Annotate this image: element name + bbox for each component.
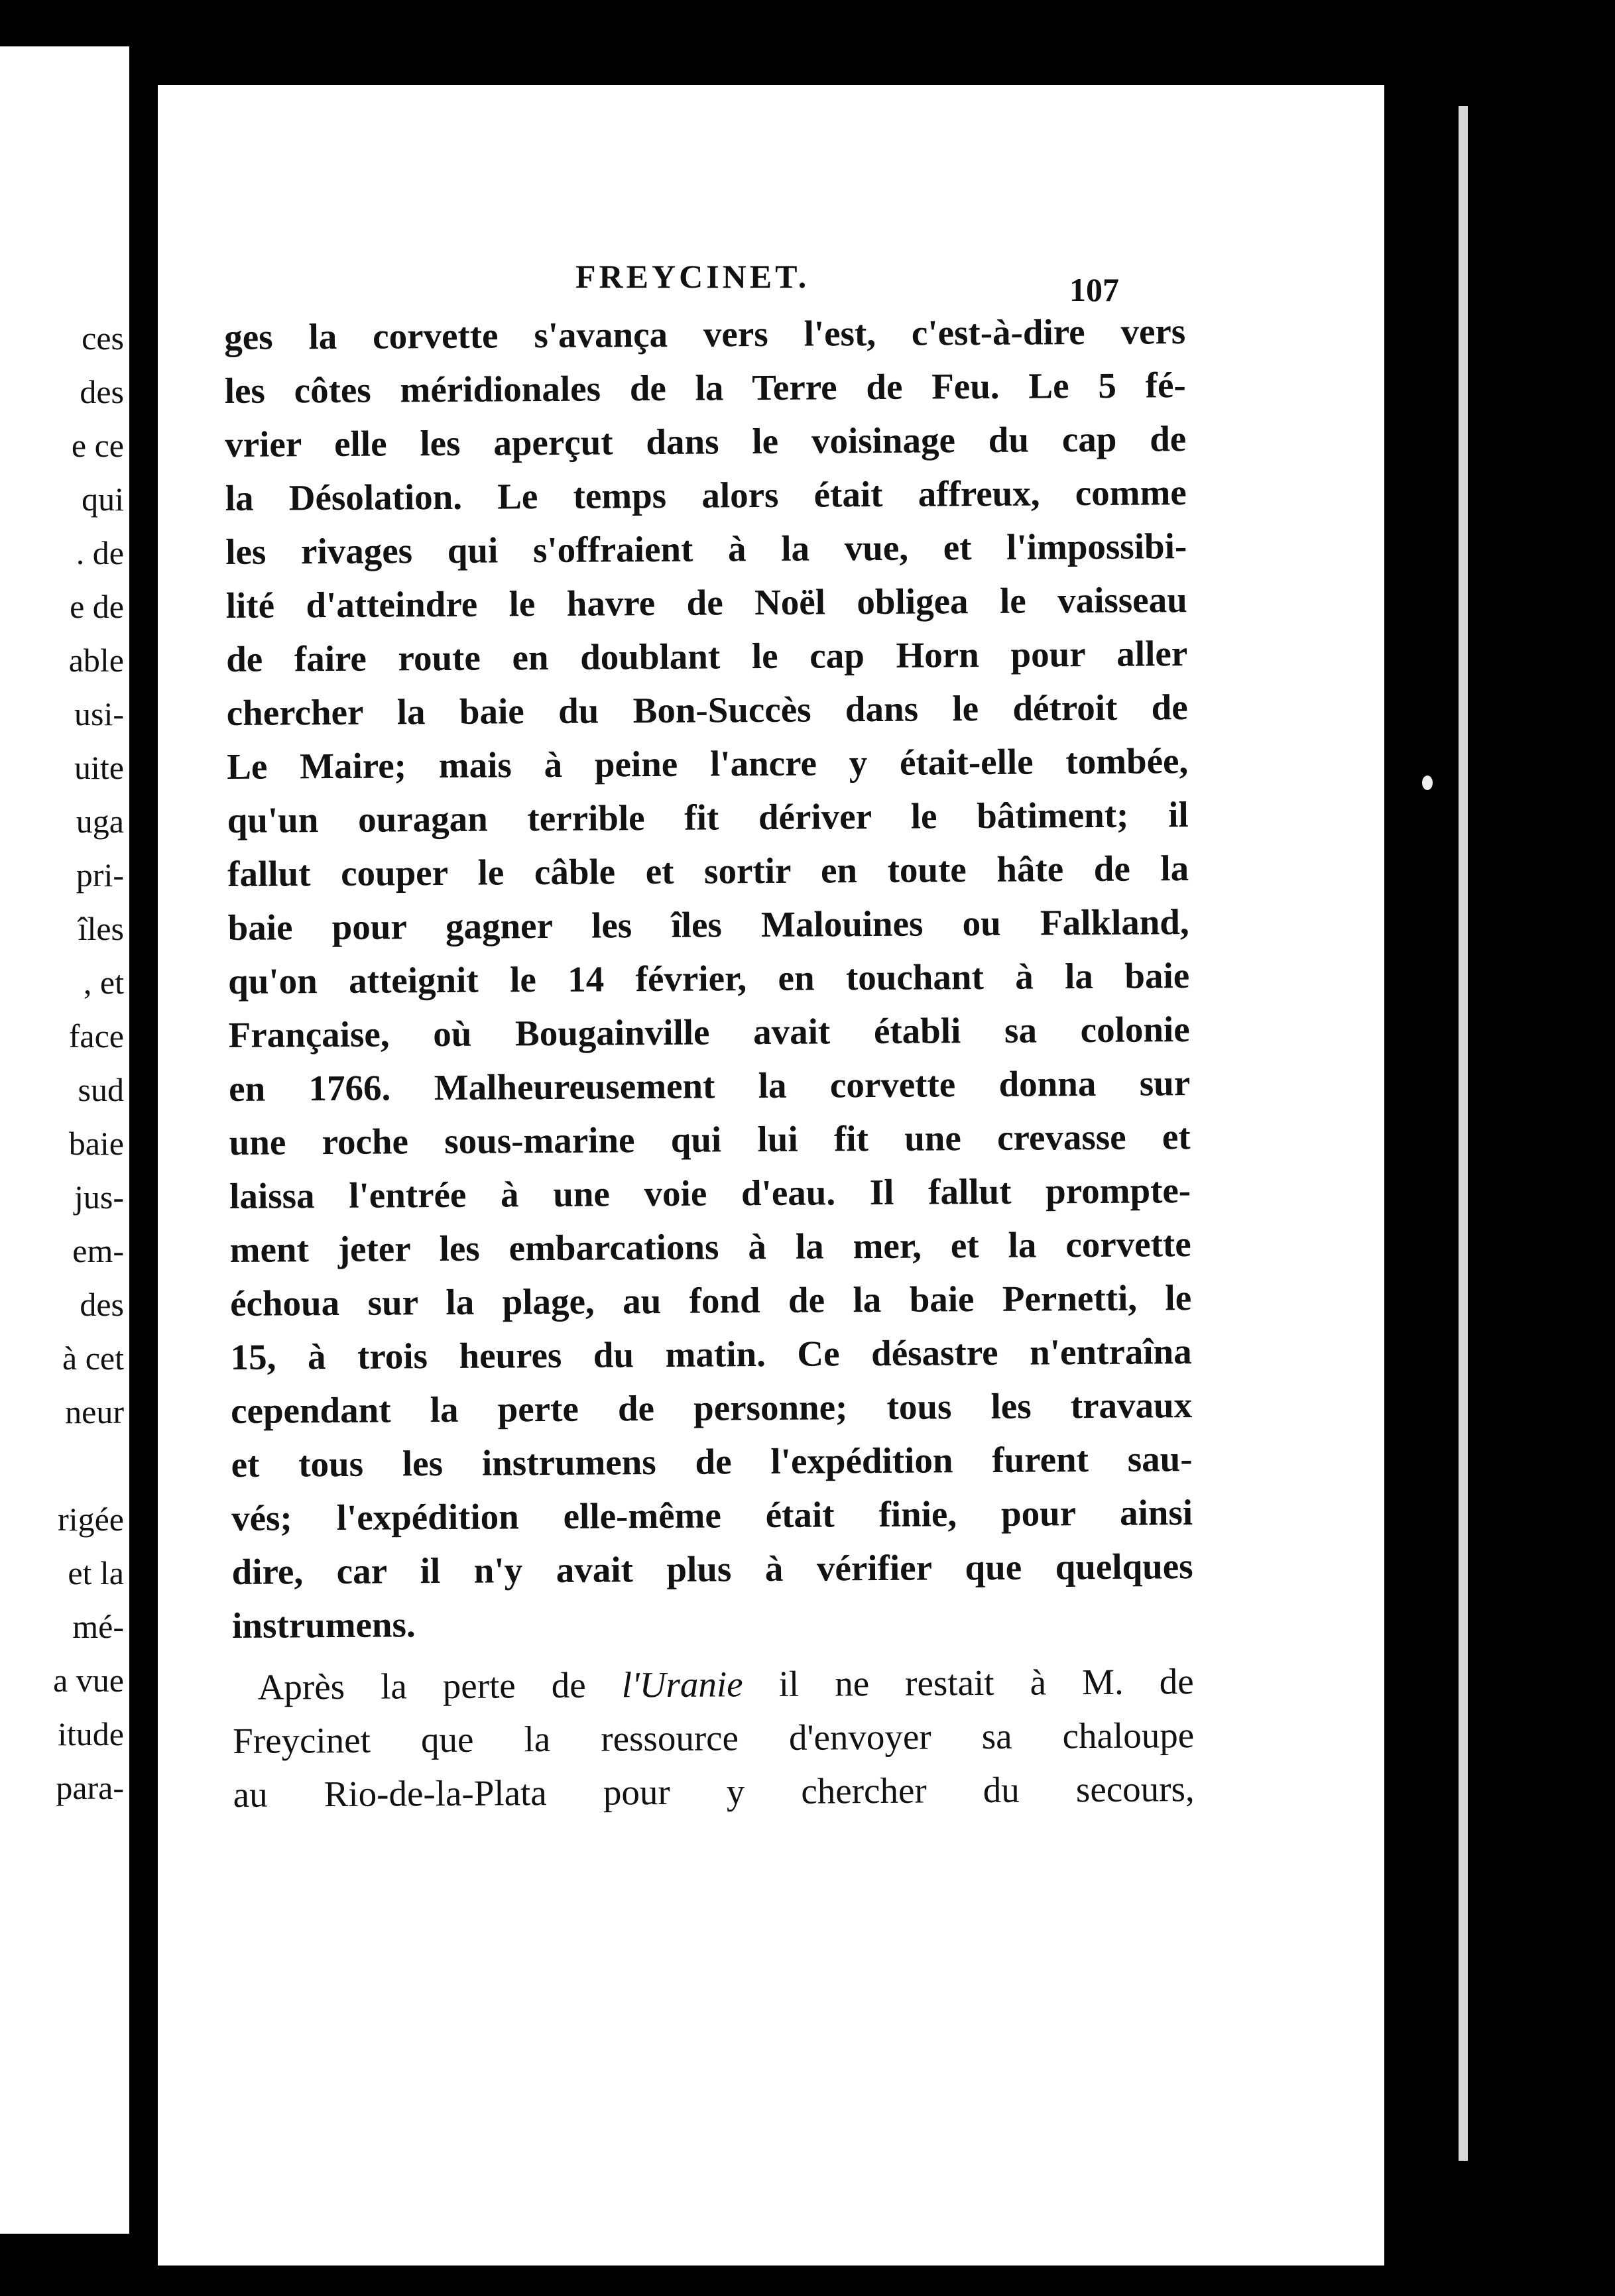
- running-head: FREYCINET.: [575, 258, 810, 295]
- text-line: échoua sur la plage, au fond de la baie Pernetti, le: [229, 1277, 1192, 1324]
- text-line: baie pour gagner les îles Malouines ou Falkland,: [227, 901, 1189, 948]
- text-span: il ne restait à M. de: [743, 1661, 1194, 1705]
- facing-page-line: baie: [68, 1125, 124, 1162]
- text-line: de faire route en doublant le cap Horn pour aller: [226, 633, 1188, 679]
- facing-page-line: jus-: [74, 1178, 124, 1216]
- facing-page-line: uite: [74, 749, 124, 786]
- text-line: en 1766. Malheureusement la corvette donna sur: [228, 1062, 1191, 1109]
- facing-page-line: para-: [56, 1769, 124, 1806]
- book-page: [158, 85, 1384, 2266]
- text-line: les côtes méridionales de la Terre de Feu. Le 5 fé-: [224, 365, 1186, 411]
- text-line: chercher la baie du Bon-Succès dans le détroit de: [226, 687, 1188, 733]
- facing-page-line: a vue: [53, 1662, 124, 1699]
- text-line: ment jeter les embarcations à la mer, et la corvette: [229, 1224, 1191, 1270]
- text-line: vés; l'expédition elle-même était finie, pour ainsi: [231, 1492, 1193, 1538]
- facing-page-line: qui: [82, 481, 124, 518]
- facing-page-line: e de: [70, 588, 124, 625]
- facing-page-line: et la: [68, 1554, 124, 1591]
- facing-page-line: uga: [76, 803, 124, 840]
- facing-page-line: face: [68, 1017, 124, 1055]
- facing-page-line: [0, 1439, 124, 1493]
- text-line: vrier elle les aperçut dans le voisinage du cap de: [225, 418, 1187, 465]
- text-line: qu'on atteignit le 14 février, en touchant à la baie: [227, 955, 1190, 1002]
- facing-page-line: itude: [58, 1715, 124, 1752]
- paragraph-2: [232, 1654, 1194, 1821]
- text-span: Après la perte de: [257, 1664, 622, 1707]
- text-line: les rivages qui s'offraient à la vue, et l'impossibi-: [225, 526, 1187, 572]
- page-number: 107: [1069, 271, 1119, 308]
- text-line: lité d'atteindre le havre de Noël obligea le vaisseau: [225, 579, 1187, 626]
- paragraph-1: [224, 304, 1193, 1652]
- text-line: dire, car il n'y avait plus à vérifier que quelques: [231, 1546, 1193, 1592]
- page-speck: [1422, 775, 1433, 790]
- text-line: au Rio-de-la-Plata pour y chercher du secours,: [233, 1768, 1195, 1815]
- facing-page-line: à cet: [62, 1340, 124, 1377]
- text-line: Française, où Bougainville avait établi sa colonie: [228, 1009, 1190, 1055]
- right-book-edge: [1384, 0, 1615, 2296]
- ship-name: l'Uranie: [621, 1664, 743, 1705]
- facing-page-line: ces: [82, 319, 124, 357]
- facing-page-line: usi-: [74, 695, 124, 732]
- text-line: Freycinet que la ressource d'envoyer sa chaloupe: [232, 1715, 1195, 1761]
- text-line: Le Maire; mais à peine l'ancre y était-elle tombée,: [227, 740, 1189, 787]
- facing-page-line: em-: [72, 1232, 124, 1269]
- text-line: 15, à trois heures du matin. Ce désastre n'entraîna: [230, 1331, 1192, 1377]
- text-line: la Désolation. Le temps alors était affreux, comme: [225, 472, 1187, 518]
- text-line: instrumens.: [231, 1604, 416, 1646]
- facing-page-line: sud: [78, 1071, 124, 1108]
- text-line: une roche sous-marine qui lui fit une crevasse et: [229, 1116, 1191, 1163]
- text-line: cependant la perte de personne; tous les travaux: [230, 1385, 1193, 1431]
- text-line: qu'un ouragan terrible fit dériver le bâtiment; il: [227, 794, 1189, 840]
- book-gutter: [129, 0, 156, 2296]
- facing-page-line: , et: [83, 964, 124, 1001]
- text-line: ges la corvette s'avança vers l'est, c'est-à-dire vers: [224, 311, 1186, 357]
- text-line: et tous les instrumens de l'expédition furent sau-: [231, 1438, 1193, 1485]
- facing-page-line: able: [68, 642, 124, 679]
- facing-page-line: mé-: [72, 1608, 124, 1645]
- facing-page-line: neur: [65, 1393, 124, 1430]
- facing-page-line: des: [80, 373, 124, 410]
- facing-page-line: rigée: [58, 1501, 124, 1538]
- facing-page-line: îles: [78, 910, 124, 947]
- body-text: [224, 304, 1195, 1821]
- facing-page-line: pri-: [76, 856, 124, 893]
- facing-page-left: [0, 46, 129, 2234]
- text-line: fallut couper le câble et sortir en toute hâte de la: [227, 848, 1189, 894]
- facing-page-line: . de: [76, 534, 124, 571]
- facing-page-line: des: [80, 1286, 124, 1323]
- text-line: laissa l'entrée à une voie d'eau. Il fallut prompte-: [229, 1170, 1191, 1216]
- book-edge-bar: [1459, 106, 1468, 2161]
- facing-page-text: [0, 312, 124, 1815]
- facing-page-line: e ce: [71, 427, 124, 464]
- text-line: [232, 1654, 1193, 1714]
